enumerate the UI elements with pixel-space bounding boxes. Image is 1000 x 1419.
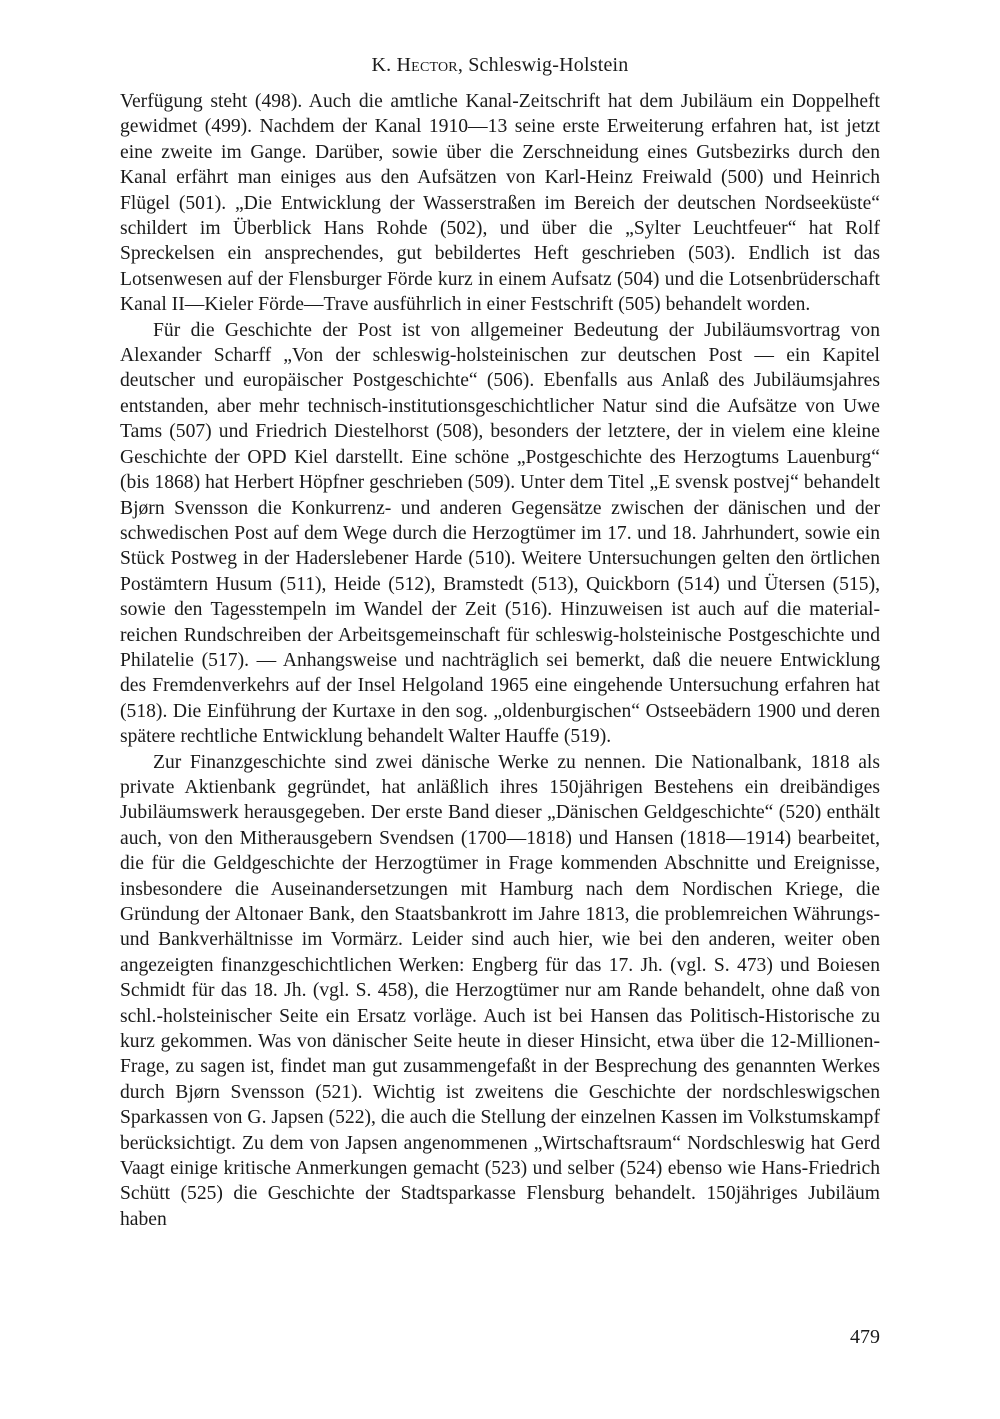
running-head-title: Schleswig-Holstein (468, 54, 629, 76)
page-number: 479 (850, 1326, 880, 1348)
paragraph: Verfügung steht (498). Auch die amtliche Kanal-Zeitschrift hat dem Jubiläum ein Doppelheft gewidmet (499). Nachdem der Kanal 1910—13 seine erste Erweiterung erfahren hat, ist jetzt eine zweite im Gange. Darüber, sowie über die Zerschneidung eines Gutsbezirks durch den Kanal erfährt man einiges aus den Aufsätzen von Karl-Heinz Freiwald (500) und Heinrich Flügel (501). „Die Entwicklung der Wasserstraßen im Bereich der deutschen Nordseeküste“ schildert im Überblick Hans Rohde (502), und über die „Sylter Leuchtfeuer“ hat Rolf Spreckelsen ein ansprechendes, gut bebildertes Heft geschrieben (503). Endlich ist das Lotsenwesen auf der Flensburger Förde kurz in einem Aufsatz (504) und die Lotsenbrüderschaft Kanal II—Kieler Förde—Trave ausführlich in einer Festschrift (505) behandelt worden. (120, 91, 880, 316)
paragraph: Für die Geschichte der Post ist von allgemeiner Bedeutung der Jubiläumsvortrag von Alexander Scharff „Von der schleswig-holsteinischen zur deutschen Post — ein Kapitel deutscher und europäischer Postgeschichte“ (506). Ebenfalls aus Anlaß des Jubiläumsjahres entstanden, aber mehr technisch-institutionsgeschichtlicher Natur sind die Aufsätze von Uwe Tams (507) und Friedrich Diestelhorst (508), besonders der letztere, der in vielem eine kleine Geschichte der OPD Kiel darstellt. Eine schöne „Postgeschichte des Herzogtums Lauenburg“ (bis 1868) hat Herbert Höpfner geschrieben (509). Unter dem Titel „E svensk postvej“ behandelt Bjørn Svensson die Konkurrenz- und anderen Gegensätze zwischen der dänischen und der schwedischen Post auf dem Wege durch die Herzogtümer im 17. und 18. Jahrhundert, sowie ein Stück Postweg in der Haderslebener Harde (510). Weitere Untersuchungen gelten den örtlichen Postämtern Husum (511), Heide (512), Bramstedt (513), Quickborn (514) und Ütersen (515), sowie den Tagesstempeln im Wandel der Zeit (516). Hinzuweisen ist auch auf die materialreichen Rundschreiben der Arbeitsgemeinschaft für schleswig-holsteinische Postgeschichte und Philatelie (517). — Anhangsweise und nachträglich sei bemerkt, daß die neuere Entwicklung des Fremdenverkehrs auf der Insel Helgoland 1965 eine eingehende Untersuchung erfahren hat (518). Die Einführung der Kurtaxe in den sog. „oldenburgischen“ Ostseebädern 1900 und deren spätere rechtliche Entwicklung behandelt Walter Hauffe (519). (120, 319, 880, 748)
page-content (120, 54, 880, 1232)
body-text (120, 89, 880, 1232)
running-head (120, 54, 880, 77)
running-head-author: K. Hector, (371, 54, 464, 76)
paragraph: Zur Finanzgeschichte sind zwei dänische Werke zu nennen. Die Nationalbank, 1818 als private Aktienbank gegründet, hat anläßlich ihres 150jährigen Bestehens ein dreibändiges Jubiläumswerk herausgegeben. Der erste Band dieser „Dänischen Geldgeschichte“ (520) enthält auch, von den Mitherausgebern Svendsen (1700—1818) und Hansen (1818—1914) bearbeitet, die für die Geldgeschichte der Herzogtümer in Frage kommenden Abschnitte und Ereignisse, insbesondere die Auseinandersetzungen mit Hamburg nach dem Nordischen Kriege, die Gründung der Altonaer Bank, den Staatsbankrott im Jahre 1813, die problemreichen Währungs- und Bankverhältnisse im Vormärz. Leider sind auch hier, wie bei den anderen, weiter oben angezeigten finanzgeschichtlichen Werken: Engberg für das 17. Jh. (vgl. S. 473) und Boiesen Schmidt für das 18. Jh. (vgl. S. 458), die Herzogtümer nur am Rande behandelt, ohne daß von schl.-holsteinischer Seite ein Ersatz vorläge. Auch ist bei Hansen das Politisch-Historische zu kurz gekommen. Was von dänischer Seite heute in dieser Hinsicht, etwa über die 12-Millionen-Frage, zu sagen ist, findet man gut zusammengefaßt in der Besprechung des genannten Werkes durch Bjørn Svensson (521). Wichtig ist zweitens die Geschichte der nordschleswigschen Sparkassen von G. Japsen (522), die auch die Stellung der einzelnen Kassen im Volkstumskampf berücksichtigt. Zu dem von Japsen angenommenen „Wirtschaftsraum“ Nordschleswig hat Gerd Vaagt einige kritische Anmerkungen gemacht (523) und selber (524) ebenso wie Hans-Friedrich Schütt (525) die Geschichte der Stadtsparkasse Flensburg behandelt. 150jähriges Jubiläum haben (120, 751, 880, 1230)
